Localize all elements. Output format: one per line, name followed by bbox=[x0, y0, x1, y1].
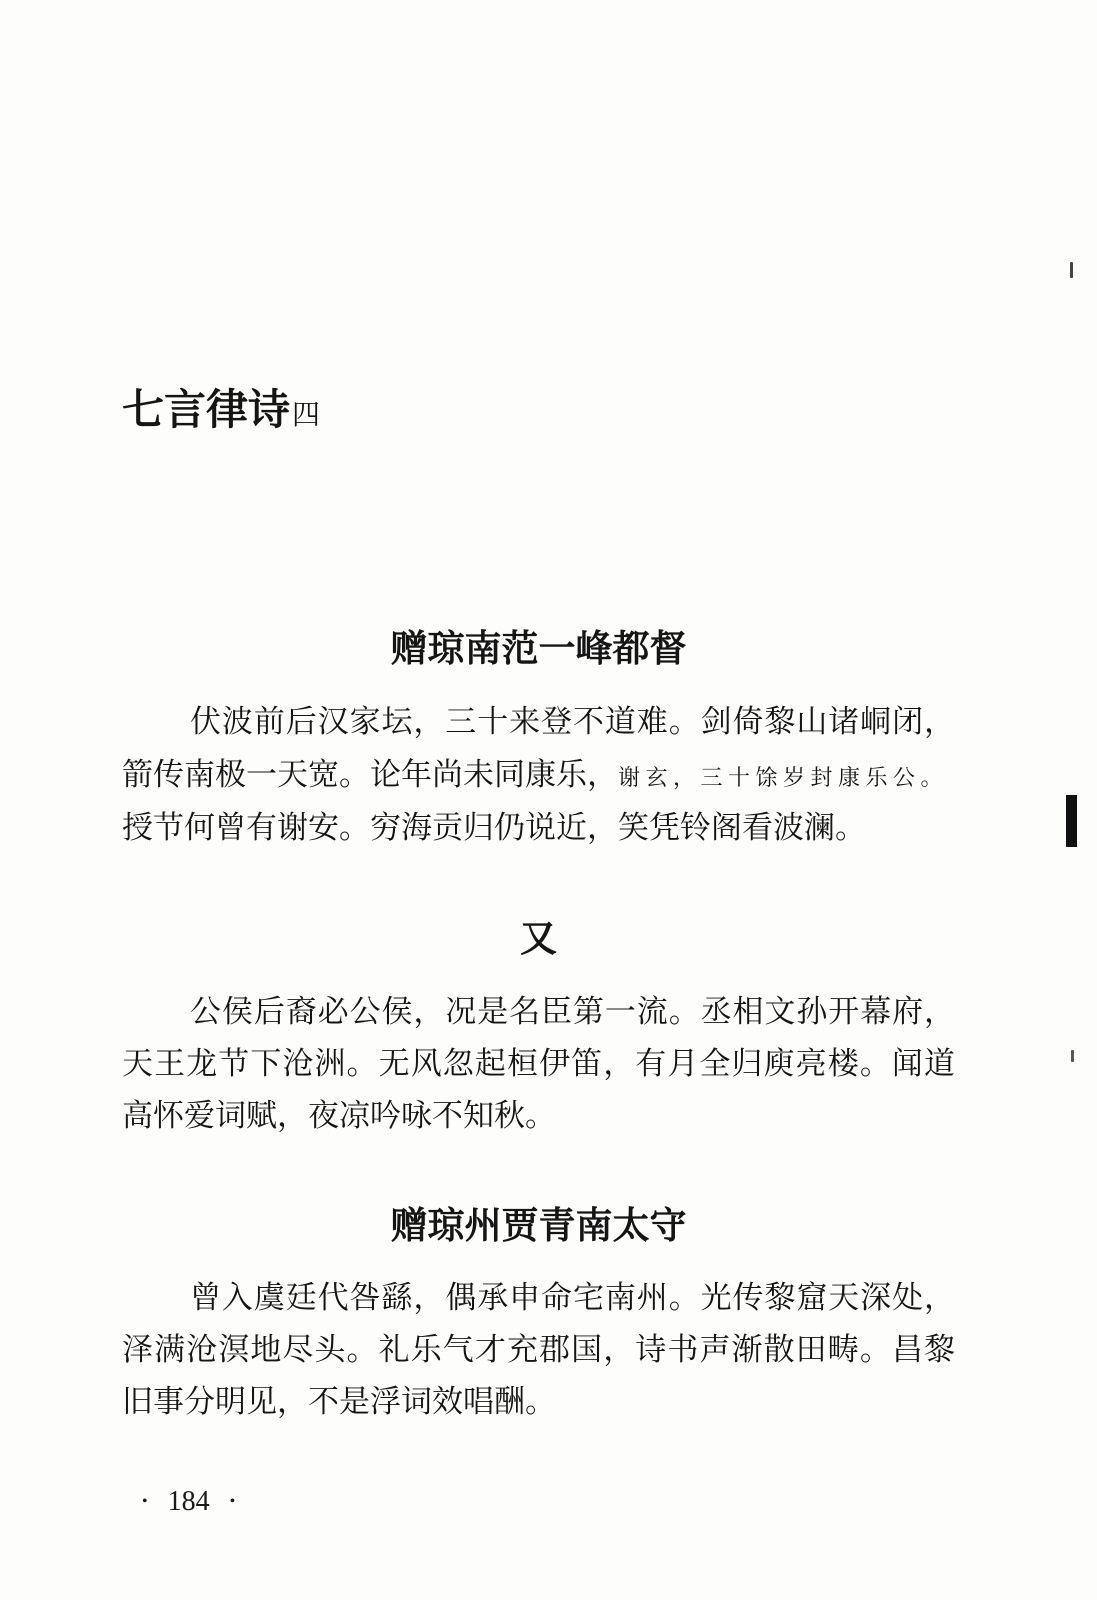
page-number bbox=[142, 1484, 235, 1520]
scan-mark bbox=[1071, 1050, 1074, 1062]
poem-line-annotated bbox=[122, 749, 955, 802]
poem-title: 又 bbox=[520, 916, 557, 960]
poem-line: 泽满沧溟地尽头。礼乐气才充郡国，诗书声渐散田畴。昌黎 bbox=[122, 1332, 955, 1368]
poem-line: 高怀爱词赋，夜凉吟咏不知秋。 bbox=[122, 1098, 556, 1134]
poem-line: 曾入虞廷代咎繇，偶承申命宅南州。光传黎窟天深处， bbox=[190, 1280, 955, 1316]
poem-annotation: 谢玄，三十馀岁封康乐公。 bbox=[618, 766, 949, 791]
poem-line: 公侯后裔必公侯，况是名臣第一流。丞相文孙开幕府， bbox=[190, 994, 955, 1030]
poem-line: 伏波前后汉家坛，三十来登不道难。剑倚黎山诸峒闭， bbox=[190, 704, 955, 740]
poem-body bbox=[122, 696, 955, 855]
poem-line-text: 箭传南极一天宽。论年尚未同康乐， bbox=[122, 757, 618, 793]
section-title: 七言律诗 bbox=[122, 385, 291, 434]
poem-body bbox=[122, 1272, 955, 1428]
scan-mark bbox=[1070, 262, 1073, 278]
poem-line: 授节何曾有谢安。穷海贡归仍说近，笑凭铃阁看波澜。 bbox=[122, 810, 866, 846]
section-heading bbox=[122, 380, 320, 440]
poem-title: 赠琼南范一峰都督 bbox=[390, 626, 687, 670]
page-number-left-mark: • bbox=[142, 1493, 148, 1510]
page-number-right-mark: • bbox=[229, 1493, 236, 1510]
poem-line: 旧事分明见，不是浮词效唱酬。 bbox=[122, 1384, 556, 1420]
poem-body bbox=[122, 986, 955, 1142]
section-number: 四 bbox=[292, 398, 321, 431]
scan-edge-bar bbox=[1066, 795, 1077, 847]
page-number-value: 184 bbox=[167, 1486, 210, 1517]
poem-line: 天王龙节下沧洲。无风忽起桓伊笛，有月全归庾亮楼。闻道 bbox=[122, 1046, 955, 1082]
poem-title: 赠琼州贾青南太守 bbox=[390, 1203, 687, 1247]
